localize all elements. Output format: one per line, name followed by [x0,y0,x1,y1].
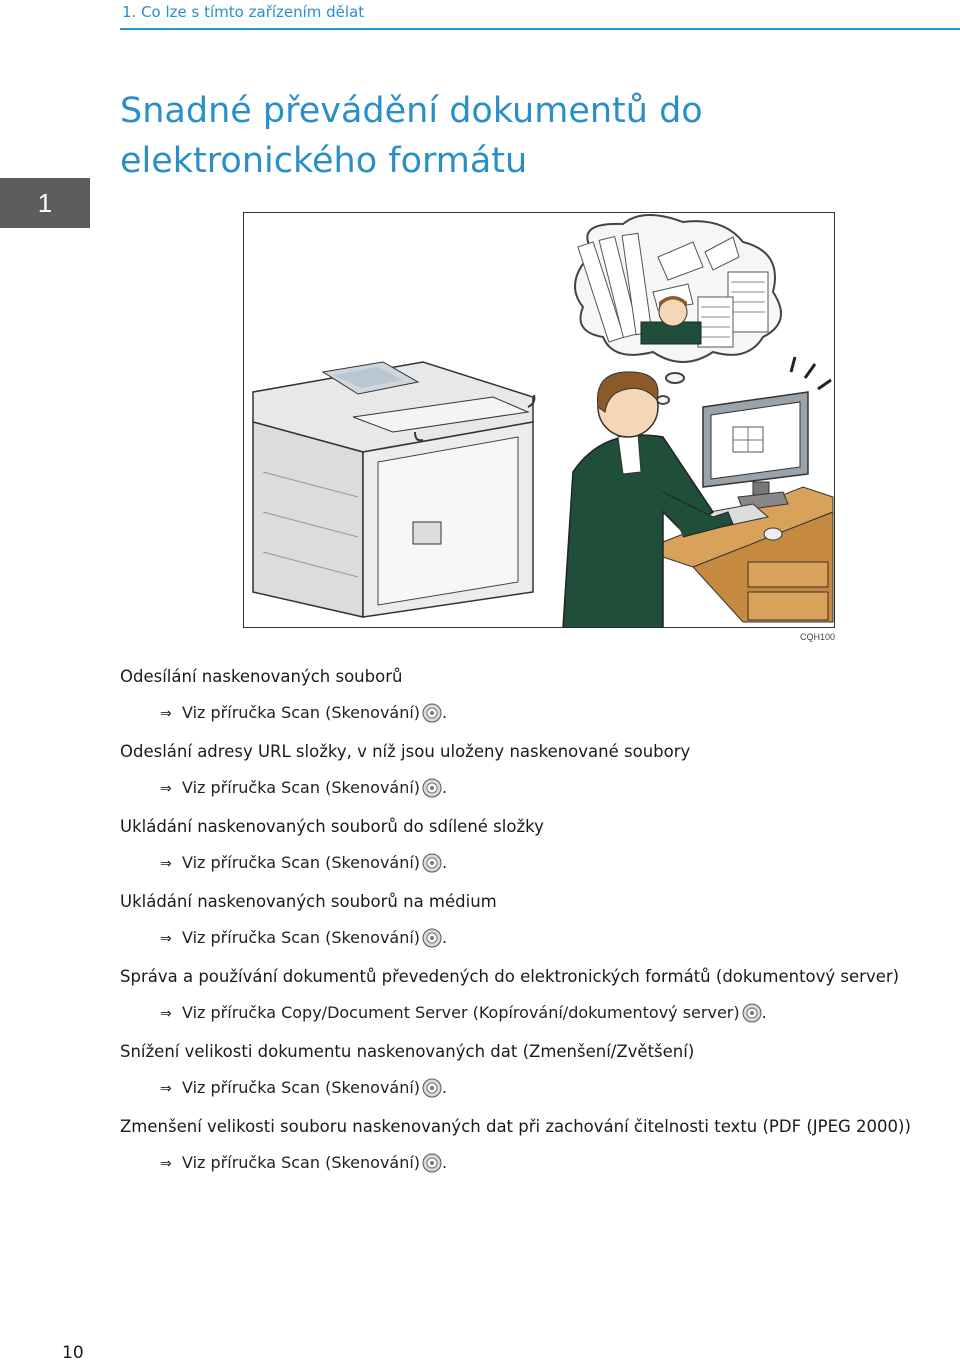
reference-end: . [761,1003,767,1022]
page-number: 10 [62,1343,84,1363]
item-reference [160,1074,920,1103]
reference-end: . [442,1153,448,1172]
page-title-line1: Snadné převádění dokumentů do [120,91,703,131]
item-title: Odesílání naskenovaných souborů [120,667,403,686]
reference-end: . [442,928,448,947]
double-right-arrow-icon: ⇒ [160,781,172,797]
item-title: Zmenšení velikosti souboru naskenovaných dat při zachování čitelnosti textu (PDF (JPEG 2000)) [120,1117,911,1136]
list-item [120,963,920,1028]
item-title: Snížení velikosti dokumentu naskenovaných dat (Zmenšení/Zvětšení) [120,1042,695,1061]
page-title [120,86,820,186]
reference-end: . [442,853,448,872]
page-title-line2: elektronického formátu [120,141,528,181]
reference-link[interactable]: Viz příručka Scan (Skenování) [182,853,421,872]
list-item [120,738,920,803]
disc-icon [422,778,442,798]
double-right-arrow-icon: ⇒ [160,856,172,872]
disc-icon [422,1153,442,1173]
item-reference [160,849,920,878]
disc-icon [422,928,442,948]
disc-icon [422,853,442,873]
item-title: Ukládání naskenovaných souborů na médium [120,892,497,911]
reference-link[interactable]: Viz příručka Scan (Skenování) [182,928,421,947]
header-rule [120,28,960,30]
reference-link[interactable]: Viz příručka Scan (Skenování) [182,1153,421,1172]
disc-icon [422,1078,442,1098]
item-reference [160,774,920,803]
item-title: Správa a používání dokumentů převedených do elektronických formátů (dokumentový server) [120,967,900,986]
feature-list [120,663,920,1188]
double-right-arrow-icon: ⇒ [160,706,172,722]
figure-code: CQH100 [800,632,836,642]
item-title: Odeslání adresy URL složky, v níž jsou uloženy naskenované soubory [120,742,691,761]
reference-end: . [442,778,448,797]
double-right-arrow-icon: ⇒ [160,931,172,947]
list-item [120,888,920,953]
item-reference [160,924,920,953]
list-item [120,1113,920,1178]
chapter-number: 1 [37,187,53,218]
double-right-arrow-icon: ⇒ [160,1156,172,1172]
reference-end: . [442,1078,448,1097]
list-item [120,1038,920,1103]
illustration [243,212,835,628]
list-item [120,663,920,728]
double-right-arrow-icon: ⇒ [160,1081,172,1097]
reference-link[interactable]: Viz příručka Copy/Document Server (Kopírování/dokumentový server) [182,1003,740,1022]
item-title: Ukládání naskenovaných souborů do sdílené složky [120,817,544,836]
item-reference [160,999,920,1028]
reference-end: . [442,703,448,722]
item-reference [160,699,920,728]
copier-machine [253,362,534,617]
reference-link[interactable]: Viz příručka Scan (Skenování) [182,1078,421,1097]
item-reference [160,1149,920,1178]
disc-icon [422,703,442,723]
running-header: 1. Co lze s tímto zařízením dělat [122,3,365,21]
reference-link[interactable]: Viz příručka Scan (Skenování) [182,703,421,722]
reference-link[interactable]: Viz příručka Scan (Skenování) [182,778,421,797]
disc-icon [742,1003,762,1023]
list-item [120,813,920,878]
double-right-arrow-icon: ⇒ [160,1006,172,1022]
chapter-tab [0,178,90,228]
